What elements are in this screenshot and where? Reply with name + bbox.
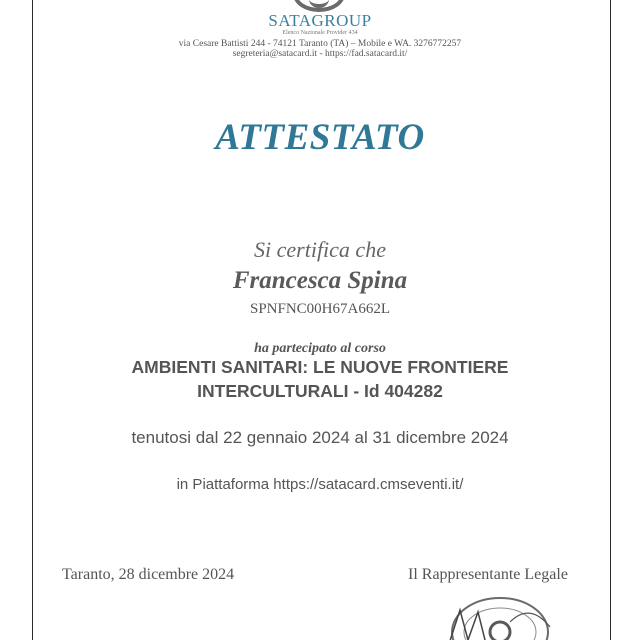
contact-email-web: segreteria@satacard.it - https://fad.satacard.it/ — [232, 49, 408, 59]
course-title-line2: INTERCULTURALI - Id 404282 — [197, 381, 443, 401]
legal-representative-label: Il Rappresentante Legale — [408, 566, 568, 583]
platform-url: in Piattaforma https://satacard.cmseventi.it/ — [176, 476, 464, 493]
fiscal-code: SPNFNC00H67A662L — [249, 301, 391, 317]
certificate-title: ATTESTATO — [215, 117, 425, 158]
participated-text: ha partecipato al corso — [254, 341, 386, 356]
certify-text: Si certifica che — [254, 237, 386, 262]
brand-subtitle: Elenco Nazionale Provider 434 — [282, 30, 358, 36]
course-title-line1: AMBIENTI SANITARI: LE NUOVE FRONTIERE — [131, 357, 509, 377]
stamp-signature-icon — [440, 592, 560, 640]
brand-name: SATAGROUP — [268, 11, 372, 30]
contact-address: via Cesare Battisti 244 - 74121 Taranto (TA) – Mobile e WA. 3276772257 — [178, 39, 462, 49]
recipient-name: Francesca Spina — [232, 267, 408, 294]
place-and-date: Taranto, 28 dicembre 2024 — [62, 566, 235, 583]
certificate-border — [32, 0, 611, 640]
course-dates: tenutosi dal 22 gennaio 2024 al 31 dicembre 2024 — [131, 428, 509, 447]
